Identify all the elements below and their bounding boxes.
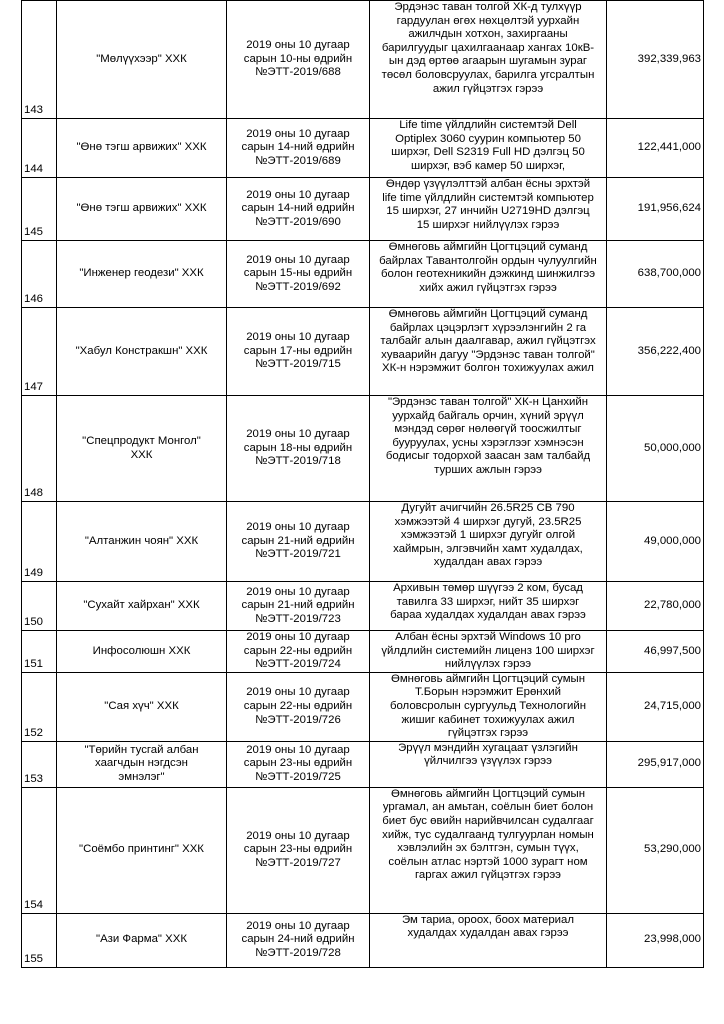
contract-reference-line: №ЭТТ-2019/728 xyxy=(255,947,341,960)
row-number: 146 xyxy=(22,241,57,308)
contract-description xyxy=(370,1,607,119)
contract-description xyxy=(370,119,607,178)
contract-description-line: Life time үйлдлийн системтэй Dell xyxy=(399,119,577,131)
company-name-line: "Өнө тэгш арвижих" ХХК xyxy=(76,202,207,215)
contract-description xyxy=(370,913,607,967)
contract-description-line: Эрүүл мэндийн хугацаат үзлэгийн xyxy=(398,741,578,754)
contract-description-line: боловсролын сургуульд Технологийн xyxy=(389,699,587,712)
contract-reference xyxy=(227,1,370,119)
contract-description-line: үйлдлийн системийн лиценз 100 ширхэг xyxy=(381,644,595,657)
contract-reference-line: 2019 оны 10 дугаар xyxy=(246,829,350,842)
row-number: 152 xyxy=(22,672,57,741)
contract-amount: 23,998,000 xyxy=(607,913,704,967)
contract-reference-line: 2019 оны 10 дугаар xyxy=(246,919,350,932)
contract-description-line: "Эрдэнэс таван толгой" ХК-н Цанхийн xyxy=(387,396,589,408)
contract-description-line: төсөл боловсруулах, барилга угсралтын xyxy=(381,68,595,81)
contract-reference-line: 2019 оны 10 дугаар xyxy=(246,39,350,52)
company-name-line: "Алтанжин чоян" ХХК xyxy=(84,534,199,547)
company-name-line: "Төрийн тусгай албан xyxy=(84,743,199,756)
contract-reference-line: №ЭТТ-2019/718 xyxy=(255,455,341,468)
contract-description-line: Эрдэнэс таван толгой ХК-д тулхүүр xyxy=(394,1,582,13)
company-name-line: Инфосолюшн ХХК xyxy=(92,644,191,657)
contract-description-line: Албан ёсны эрхтэй Windows 10 pro xyxy=(395,631,581,643)
row-number: 148 xyxy=(22,396,57,502)
contract-description xyxy=(370,241,607,308)
contract-description-line: 15 ширхэг нийлүүлэх гэрээ xyxy=(416,218,560,231)
contract-description-line: ширхэг, вэб камер 50 ширхэг, xyxy=(410,159,566,172)
company-name xyxy=(57,787,227,913)
contract-description-line: бараа худалдах худалдан авах гэрээ xyxy=(390,609,586,622)
table-row xyxy=(22,241,704,308)
contract-amount: 50,000,000 xyxy=(607,396,704,502)
contract-reference-line: 2019 оны 10 дугаар xyxy=(246,686,350,699)
contract-description-line: хэвлэлийн эх бэлтгэн, сумын түүх, xyxy=(397,842,579,855)
company-name-line: "Сухайт хайрхан" ХХК xyxy=(83,599,200,612)
contract-reference xyxy=(227,178,370,241)
company-name xyxy=(57,119,227,178)
contract-amount: 22,780,000 xyxy=(607,582,704,631)
contract-amount: 53,290,000 xyxy=(607,787,704,913)
contract-description xyxy=(370,178,607,241)
company-name-line: "Хабул Констракшн" ХХК xyxy=(75,344,208,357)
contract-reference xyxy=(227,672,370,741)
contract-description-line: талбайг алын даалгавар, ажил гүйцэтгэх xyxy=(380,335,596,348)
contract-reference xyxy=(227,502,370,582)
contract-description-line: байрлах Тавантолгойн ордын чулуулгийн xyxy=(379,254,597,267)
table-row xyxy=(22,396,704,502)
row-number: 144 xyxy=(22,119,57,178)
contract-reference-line: сарын 23-ны өдрийн xyxy=(243,843,353,856)
company-name-line: "Соёмбо принтинг" ХХК xyxy=(79,843,204,856)
contract-reference-line: сарын 14-ний өдрийн xyxy=(241,202,355,215)
contract-reference-line: №ЭТТ-2019/715 xyxy=(255,358,341,371)
contract-description-line: Т.Борын нэрэмжит Ерөнхий xyxy=(414,686,562,699)
contract-reference-line: сарын 23-ны өдрийн xyxy=(243,757,353,770)
company-name xyxy=(57,1,227,119)
contract-reference xyxy=(227,241,370,308)
contract-description xyxy=(370,502,607,582)
contract-description-line: ын дэд өртөө агаарын шугамын зураг xyxy=(388,55,588,68)
contract-description-line: ажил гүйцэтгэх гэрээ xyxy=(432,82,544,95)
contract-amount: 356,222,400 xyxy=(607,308,704,396)
table-row xyxy=(22,672,704,741)
contract-description-line: тавилга 33 ширхэг, нийт 35 ширхэг xyxy=(396,595,580,608)
contract-description xyxy=(370,582,607,631)
contract-description xyxy=(370,787,607,913)
company-name-line: хаагчдын нэгдсэн xyxy=(95,757,188,770)
company-name-line: "Сая хүч" ХХК xyxy=(104,699,179,712)
company-name xyxy=(57,178,227,241)
contract-reference-line: №ЭТТ-2019/723 xyxy=(255,612,341,625)
contract-description-line: хийж, тус судалгаанд тулгуурлан номын xyxy=(382,828,594,841)
contract-reference xyxy=(227,741,370,787)
contract-description-line: ХК-н нэрэмжит болгон тохижуулах ажил xyxy=(382,362,594,375)
row-number: 145 xyxy=(22,178,57,241)
contract-description-line: соёлын атлас нэртэй 1000 зурагт ном xyxy=(388,855,588,868)
contract-description-line: үйлчилгээ үзүүлэх гэрээ xyxy=(424,755,552,768)
contract-description-line: гардуулан өгөх нөхцөлтэй уурхайн xyxy=(396,14,580,27)
table-row xyxy=(22,1,704,119)
contract-description-line: болон геотехникийн дэжкинд шинжилгээ xyxy=(380,268,596,281)
contract-description-line: 15 ширхэг, 27 инчийн U2719HD дэлгэц xyxy=(386,205,590,218)
company-name-line: "Спецпродукт Монгол" xyxy=(82,434,201,447)
company-name-line: "Инженер геодези" ХХК xyxy=(79,267,204,280)
table-row xyxy=(22,913,704,967)
company-name-line: ХХК xyxy=(130,448,153,461)
contract-description-line: ажилчдын хотхон, захиргааны xyxy=(408,28,568,41)
contract-amount: 191,956,624 xyxy=(607,178,704,241)
contract-reference-line: №ЭТТ-2019/689 xyxy=(255,154,341,167)
contract-reference xyxy=(227,787,370,913)
contract-description-line: нийлүүлэх гэрээ xyxy=(444,658,532,671)
table-row xyxy=(22,502,704,582)
company-name-line: "Өнө тэгш арвижих" ХХК xyxy=(76,141,207,154)
row-number: 151 xyxy=(22,631,57,673)
contract-reference xyxy=(227,913,370,967)
contract-description-line: жишиг кабинет тохижуулах ажил xyxy=(401,713,575,726)
contract-description-line: Архивын төмөр шүүгээ 2 ком, бусад xyxy=(393,582,583,594)
contract-reference-line: сарын 22-ны өдрийн xyxy=(243,644,353,657)
company-name-line: "Ази Фарма" ХХК xyxy=(96,933,187,946)
contract-description-line: хуваарийн дагуу "Эрдэнэс таван толгой" xyxy=(381,348,595,361)
company-name xyxy=(57,396,227,502)
contract-reference-line: 2019 оны 10 дугаар xyxy=(246,253,350,266)
table-row xyxy=(22,178,704,241)
contract-amount: 24,715,000 xyxy=(607,672,704,741)
row-number: 147 xyxy=(22,308,57,396)
contract-description-line: уурхайд байгаль орчин, хүний эрүүл xyxy=(392,409,584,422)
contract-description-line: Дугуйт ачигчийн 26.5R25 CB 790 xyxy=(401,502,575,514)
contract-description-line: хаймрын, элгэвчийн хамт худалдах, xyxy=(393,542,583,555)
contract-description-line: худалдах худалдан авах гэрээ xyxy=(407,927,569,940)
contract-amount: 122,441,000 xyxy=(607,119,704,178)
company-name xyxy=(57,631,227,673)
contract-description-line: гүйцэтгэх гэрээ xyxy=(447,727,529,740)
contract-reference-line: 2019 оны 10 дугаар xyxy=(246,521,350,534)
contract-description-line: life time үйлдлийн системтэй компьютер xyxy=(382,191,594,204)
contract-description xyxy=(370,741,607,787)
contract-reference-line: сарын 22-ны өдрийн xyxy=(243,699,353,712)
contract-description-line: мэндэд сөрөг нөлөөгүй тоосжилтыг xyxy=(394,423,582,436)
contract-reference-line: 2019 оны 10 дугаар xyxy=(246,631,350,643)
contract-description-line: гаргах ажил гүйцэтгэх гэрээ xyxy=(415,869,561,882)
row-number: 150 xyxy=(22,582,57,631)
contract-description-line: хэмжээтэй 1 ширхэг дугуйг олгой xyxy=(400,529,576,542)
contracts-table-body xyxy=(22,1,704,968)
contract-description xyxy=(370,396,607,502)
contract-reference-line: 2019 оны 10 дугаар xyxy=(246,331,350,344)
contract-reference-line: №ЭТТ-2019/727 xyxy=(255,857,341,870)
contract-description xyxy=(370,308,607,396)
company-name xyxy=(57,913,227,967)
contract-reference-line: 2019 оны 10 дугаар xyxy=(246,127,350,140)
table-row xyxy=(22,308,704,396)
row-number: 143 xyxy=(22,1,57,119)
contract-description-line: Өмнөговь аймгийн Цогтцэций сумын xyxy=(390,787,586,800)
contract-description-line: хэмжээтэй 4 ширхэг дугуй, 23.5R25 xyxy=(394,515,582,528)
contract-reference-line: 2019 оны 10 дугаар xyxy=(246,743,350,756)
contract-description-line: барилгуудыг цахилгаанаар хангах 10кВ- xyxy=(381,41,595,54)
contract-description xyxy=(370,631,607,673)
contract-description-line: Өндөр үзүүлэлттэй албан ёсны эрхтэй xyxy=(385,178,591,190)
contract-description-line: хийх ажил гүйцэтгэх гэрээ xyxy=(419,281,557,294)
table-row xyxy=(22,741,704,787)
contract-description-line: Өмнөговь аймгийн Цогтцэций сумaнд xyxy=(388,241,588,253)
company-name xyxy=(57,672,227,741)
company-name xyxy=(57,241,227,308)
contract-reference-line: 2019 оны 10 дугаар xyxy=(246,585,350,598)
row-number: 149 xyxy=(22,502,57,582)
contract-description-line: бодисыг тодорхой заасан зам талбайд xyxy=(385,450,591,463)
contract-description-line: Өмнөговь аймгийн Цогтцэций сумaнд xyxy=(388,308,588,320)
contract-reference-line: 2019 оны 10 дугаар xyxy=(246,188,350,201)
table-row xyxy=(22,631,704,673)
company-name xyxy=(57,502,227,582)
contract-reference-line: сарын 10-ны өдрийн xyxy=(243,52,353,65)
contract-reference-line: сарын 14-ний өдрийн xyxy=(241,141,355,154)
contract-description-line: Optiplex 3060 суурин компьютер 50 xyxy=(395,132,581,145)
contract-description-line: ургамал, ан амьтан, соёлын биет болон xyxy=(382,801,594,814)
contract-amount: 392,339,963 xyxy=(607,1,704,119)
contract-amount: 638,700,000 xyxy=(607,241,704,308)
table-row xyxy=(22,582,704,631)
contract-reference-line: сарын 21-ний өдрийн xyxy=(241,599,355,612)
contract-reference-line: №ЭТТ-2019/692 xyxy=(255,280,341,293)
contract-reference-line: №ЭТТ-2019/690 xyxy=(255,215,341,228)
row-number: 155 xyxy=(22,913,57,967)
contract-reference-line: сарын 21-ний өдрийн xyxy=(241,534,355,547)
row-number: 153 xyxy=(22,741,57,787)
contract-reference-line: сарын 15-ны өдрийн xyxy=(243,267,353,280)
contract-reference xyxy=(227,631,370,673)
contract-amount: 49,000,000 xyxy=(607,502,704,582)
contract-amount: 46,997,500 xyxy=(607,631,704,673)
contract-description-line: бууруулах, усны хэрэглээг хэмнэсэн xyxy=(392,436,584,449)
contract-description xyxy=(370,672,607,741)
table-row xyxy=(22,119,704,178)
company-name-line: эмнэлэг" xyxy=(118,771,165,784)
contract-amount: 295,917,000 xyxy=(607,741,704,787)
contract-description-line: худалдан авах гэрээ xyxy=(433,556,543,569)
company-name xyxy=(57,308,227,396)
contract-description-line: турших ажлын гэрээ xyxy=(434,463,542,476)
contract-reference-line: сарын 18-ны өдрийн xyxy=(243,441,353,454)
contract-description-line: байрлах цэцэрлэгт хүрээлэнгийн 2 га xyxy=(389,321,587,334)
contract-reference xyxy=(227,396,370,502)
contract-reference-line: 2019 оны 10 дугаар xyxy=(246,428,350,441)
contract-description-line: Өмнөговь аймгийн Цогтцэций сумын xyxy=(390,672,586,685)
contract-reference xyxy=(227,582,370,631)
contract-reference-line: №ЭТТ-2019/721 xyxy=(255,548,341,561)
company-name-line: "Мөлүүхээр" ХХК xyxy=(96,52,187,65)
contract-reference xyxy=(227,119,370,178)
contract-description-line: Эм тариа, ороох, боох материал xyxy=(401,913,575,926)
contract-reference-line: №ЭТТ-2019/726 xyxy=(255,713,341,726)
contract-reference-line: №ЭТТ-2019/724 xyxy=(255,658,341,671)
table-row xyxy=(22,787,704,913)
contract-reference-line: №ЭТТ-2019/688 xyxy=(255,66,341,79)
contracts-table xyxy=(21,0,704,968)
contract-reference xyxy=(227,308,370,396)
contract-description-line: ширхэг, Dell S2319 Full HD дэлгэц 50 xyxy=(391,146,585,159)
contract-reference-line: №ЭТТ-2019/725 xyxy=(255,771,341,784)
contract-description-line: биет бус өвийн нарийвчилсан судалгааг xyxy=(382,814,594,827)
company-name xyxy=(57,741,227,787)
company-name xyxy=(57,582,227,631)
contract-reference-line: сарын 24-ний өдрийн xyxy=(241,933,355,946)
contract-reference-line: сарын 17-ны өдрийн xyxy=(243,344,353,357)
row-number: 154 xyxy=(22,787,57,913)
